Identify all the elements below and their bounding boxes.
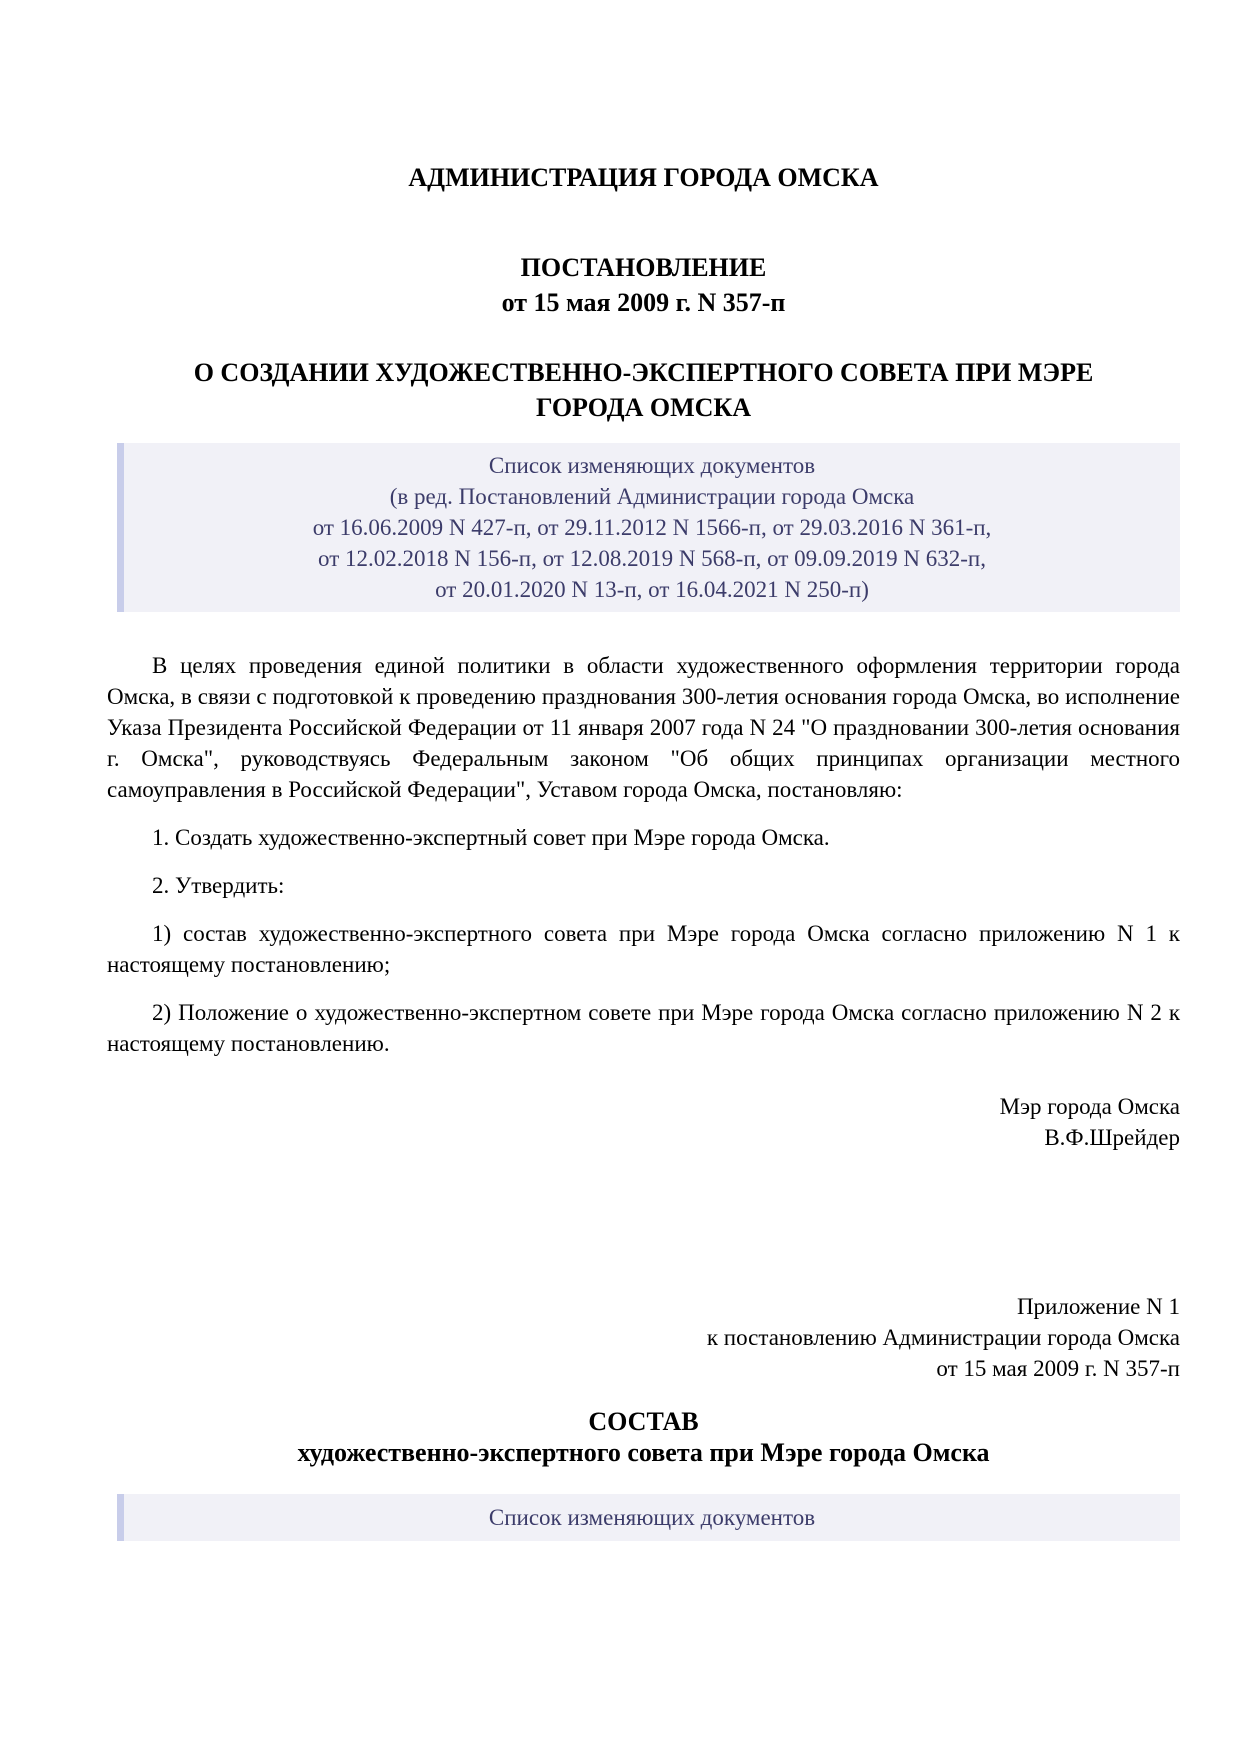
body-paragraph-item-2: 2. Утвердить:	[152, 873, 285, 898]
appendix-heading	[107, 1406, 1180, 1468]
document-content	[107, 0, 1180, 1541]
document-type: ПОСТАНОВЛЕНИЕ	[520, 253, 767, 282]
body-paragraph-subitem-2: 2) Положение о художественно-экспертном совете при Мэре города Омска согласно приложению N 2 к настоящему постановлению.	[107, 1000, 1180, 1056]
amendments-line: от 12.02.2018 N 156-п, от 12.08.2019 N 568-п, от 09.09.2019 N 632-п,	[318, 546, 986, 571]
document-date-number: от 15 мая 2009 г. N 357-п	[501, 288, 786, 317]
body-paragraph-subitem-1: 1) состав художественно-экспертного совета при Мэре города Омска согласно приложению N 1 к настоящему постановлению;	[107, 921, 1180, 977]
document-title	[107, 355, 1180, 425]
appendix-ref-line: к постановлению Администрации города Омска	[706, 1325, 1180, 1350]
organization-heading: АДМИНИСТРАЦИЯ ГОРОДА ОМСКА	[408, 163, 879, 192]
document-title-line: ГОРОДА ОМСКА	[535, 393, 752, 422]
appendix-reference-block	[107, 1291, 1180, 1384]
document-title-line: О СОЗДАНИИ ХУДОЖЕСТВЕННО-ЭКСПЕРТНОГО СОВЕТА ПРИ МЭРЕ	[193, 358, 1094, 387]
appendix-ref-line: Приложение N 1	[1016, 1294, 1180, 1319]
appendix-ref-line: от 15 мая 2009 г. N 357-п	[936, 1356, 1180, 1381]
document-type-block	[107, 250, 1180, 320]
appendix-amendments-box-title: Список изменяющих документов	[488, 1505, 816, 1530]
appendix-heading-top: СОСТАВ	[588, 1407, 699, 1436]
amendments-line: от 20.01.2020 N 13-п, от 16.04.2021 N 250-п)	[435, 577, 869, 602]
signature-name: В.Ф.Шрейдер	[1044, 1125, 1180, 1150]
body-paragraph-item-1: 1. Создать художественно-экспертный совет при Мэре города Омска.	[152, 825, 830, 850]
amendments-box-title: Список изменяющих документов	[488, 453, 816, 478]
signature-position: Мэр города Омска	[999, 1094, 1180, 1119]
body-paragraph-preamble: В целях проведения единой политики в области художественного оформления территории города Омска, в связи с подготовкой к проведению празднования 300-летия основания города Омска, во исполнение Указа Президента Российской Федерации от 11 января 2007 года N 24 "О праздновании 300-летия основания г. Омска", руководствуясь Федеральным законом "Об общих принципах организации местного самоуправления в Российской Федерации", Уставом города Омска, постановляю:	[107, 653, 1180, 802]
appendix-heading-subtitle: художественно-экспертного совета при Мэре города Омска	[297, 1438, 990, 1467]
amendments-line: (в ред. Постановлений Администрации города Омска	[389, 484, 915, 509]
amendments-box	[117, 443, 1180, 612]
signature-block	[107, 1091, 1180, 1153]
appendix-amendments-box	[117, 1494, 1180, 1541]
amendments-line: от 16.06.2009 N 427-п, от 29.11.2012 N 1566-п, от 29.03.2016 N 361-п,	[312, 515, 992, 540]
